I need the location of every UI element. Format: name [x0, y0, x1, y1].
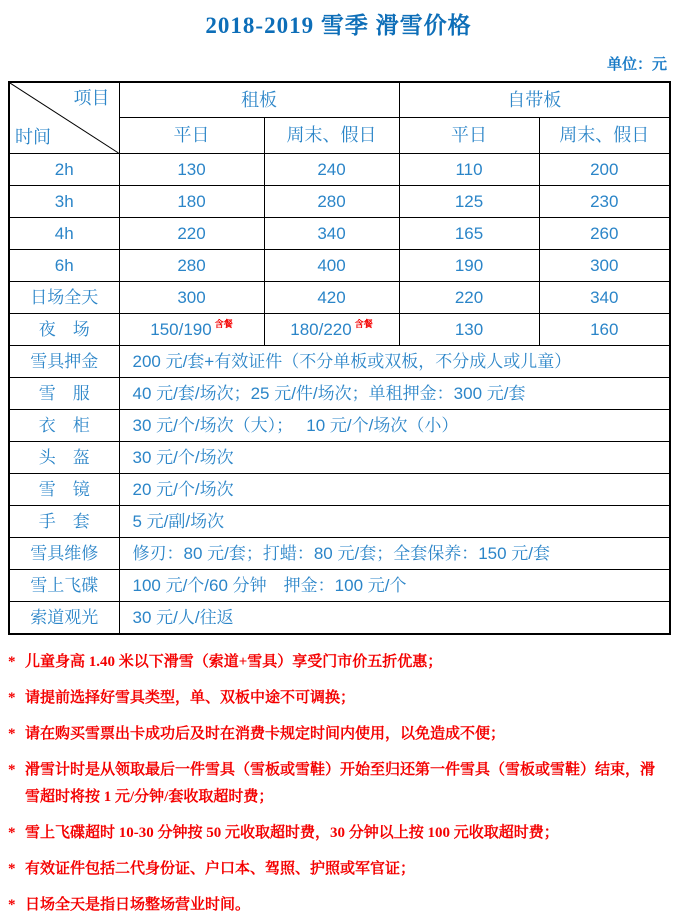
footnote-text: 日场全天是指日场整场营业时间。: [25, 897, 251, 913]
table-row-full-day: [9, 282, 670, 314]
group-header-own-board: 自带板: [399, 82, 670, 118]
footnote-text: 雪上飞碟超时 10-30 分钟按 50 元收取超时费，30 分钟以上按 100 元收取超时费；: [25, 825, 559, 841]
row-label: 2h: [9, 154, 119, 186]
price-cell: 230: [539, 186, 670, 218]
meal-included-note: 含餐: [214, 318, 233, 329]
price-cell: 200: [539, 154, 670, 186]
row-label: 雪 服: [9, 378, 119, 410]
footnote-text: 请在购买雪票出卡成功后及时在消费卡规定时间内使用，以免造成不便；: [25, 726, 506, 742]
row-label: 雪上飞碟: [9, 570, 119, 602]
price-cell: [119, 314, 264, 346]
row-description: 20 元/个/场次: [119, 474, 670, 506]
price-cell: 340: [264, 218, 399, 250]
row-label: 手 套: [9, 506, 119, 538]
footnote-item: [8, 685, 669, 712]
footnote-item: [8, 856, 669, 883]
unit-label: 单位：元: [606, 57, 667, 73]
footnote-text: 请提前选择好雪具类型，单、双板中途不可调换；: [25, 690, 356, 706]
price-cell: 190: [399, 250, 539, 282]
price-cell: 160: [539, 314, 670, 346]
footnote-text: 滑雪计时是从领取最后一件雪具（雪板或雪鞋）开始至归还第一件雪具（雪板或雪鞋）结束，滑雪超时将按 1 元/分钟/套收取超时费；: [25, 762, 656, 805]
price-cell: 180: [119, 186, 264, 218]
table-row-night: [9, 314, 670, 346]
row-label: 6h: [9, 250, 119, 282]
page-title: 2018-2019 雪季 滑雪价格: [205, 13, 472, 38]
meal-included-note: 含餐: [354, 318, 373, 329]
footnote-item: [8, 892, 669, 919]
corner-label-time: 时间: [15, 127, 51, 148]
table-row-snow-suit: [9, 378, 670, 410]
footnote-marker: *: [8, 825, 16, 841]
row-label: 4h: [9, 218, 119, 250]
price-cell: 110: [399, 154, 539, 186]
footnote-marker: *: [8, 762, 16, 778]
footnote-text: 有效证件包括二代身份证、户口本、驾照、护照或军官证；: [25, 861, 416, 877]
row-description: 30 元/个/场次（大）； 10 元/个/场次（小）: [119, 410, 670, 442]
price-cell: 220: [399, 282, 539, 314]
group-header-row: [9, 82, 670, 118]
corner-label-item: 项目: [73, 88, 110, 108]
subheader-weekend-own: 周末、假日: [539, 118, 670, 154]
price-cell: 130: [399, 314, 539, 346]
footnote-item: [8, 820, 669, 847]
table-row-locker: [9, 410, 670, 442]
table-row-goggles: [9, 474, 670, 506]
row-label: 索道观光: [9, 602, 119, 635]
price-cell: 280: [264, 186, 399, 218]
price-cell: 340: [539, 282, 670, 314]
row-label: 头 盔: [9, 442, 119, 474]
footnotes: [8, 649, 669, 919]
price-cell: 400: [264, 250, 399, 282]
row-label: 雪 镜: [9, 474, 119, 506]
price-cell: 280: [119, 250, 264, 282]
price-cell: 165: [399, 218, 539, 250]
price-cell: 130: [119, 154, 264, 186]
subheader-weekend-rental: 周末、假日: [264, 118, 399, 154]
table-row-4h: [9, 218, 670, 250]
row-label: 雪具维修: [9, 538, 119, 570]
table-row-3h: [9, 186, 670, 218]
group-header-rental: 租板: [119, 82, 399, 118]
row-description: 100 元/个/60 分钟 押金：100 元/个: [119, 570, 670, 602]
footnote-marker: *: [8, 897, 16, 913]
footnote-marker: *: [8, 726, 16, 742]
price-cell: 300: [539, 250, 670, 282]
table-row-snow-tube: [9, 570, 670, 602]
row-label: 日场全天: [9, 282, 119, 314]
row-description: 30 元/人/往返: [119, 602, 670, 635]
price-cell: 260: [539, 218, 670, 250]
footnote-item: [8, 649, 669, 676]
price-cell: 240: [264, 154, 399, 186]
price-cell: 300: [119, 282, 264, 314]
row-description: 40 元/套/场次；25 元/件/场次；单租押金：300 元/套: [119, 378, 670, 410]
table-row-helmet: [9, 442, 670, 474]
row-label: 3h: [9, 186, 119, 218]
footnote-item: [8, 757, 669, 811]
table-row-2h: [9, 154, 670, 186]
price-cell: 125: [399, 186, 539, 218]
footnote-marker: *: [8, 690, 16, 706]
price-cell: 420: [264, 282, 399, 314]
footnote-item: [8, 721, 669, 748]
table-row-equipment-deposit: [9, 346, 670, 378]
row-label: 夜 场: [9, 314, 119, 346]
row-description: 30 元/个/场次: [119, 442, 670, 474]
subheader-weekday-own: 平日: [399, 118, 539, 154]
price-value: 180/220: [290, 319, 352, 339]
row-label: 衣 柜: [9, 410, 119, 442]
footnote-marker: *: [8, 654, 16, 670]
price-table: [8, 81, 671, 635]
table-row-6h: [9, 250, 670, 282]
subheader-weekday-rental: 平日: [119, 118, 264, 154]
footnote-text: 儿童身高 1.40 米以下滑雪（索道+雪具）享受门市价五折优惠；: [25, 654, 443, 670]
row-description: 修刃：80 元/套；打蜡：80 元/套；全套保养：150 元/套: [119, 538, 670, 570]
footnote-marker: *: [8, 861, 16, 877]
price-cell: [264, 314, 399, 346]
table-row-equipment-repair: [9, 538, 670, 570]
price-value: 150/190: [150, 319, 212, 339]
table-row-cable-car: [9, 602, 670, 635]
corner-cell: [9, 82, 119, 154]
row-description: 200 元/套+有效证件（不分单板或双板，不分成人或儿童）: [119, 346, 670, 378]
price-cell: 220: [119, 218, 264, 250]
row-label: 雪具押金: [9, 346, 119, 378]
table-row-gloves: [9, 506, 670, 538]
row-description: 5 元/副/场次: [119, 506, 670, 538]
